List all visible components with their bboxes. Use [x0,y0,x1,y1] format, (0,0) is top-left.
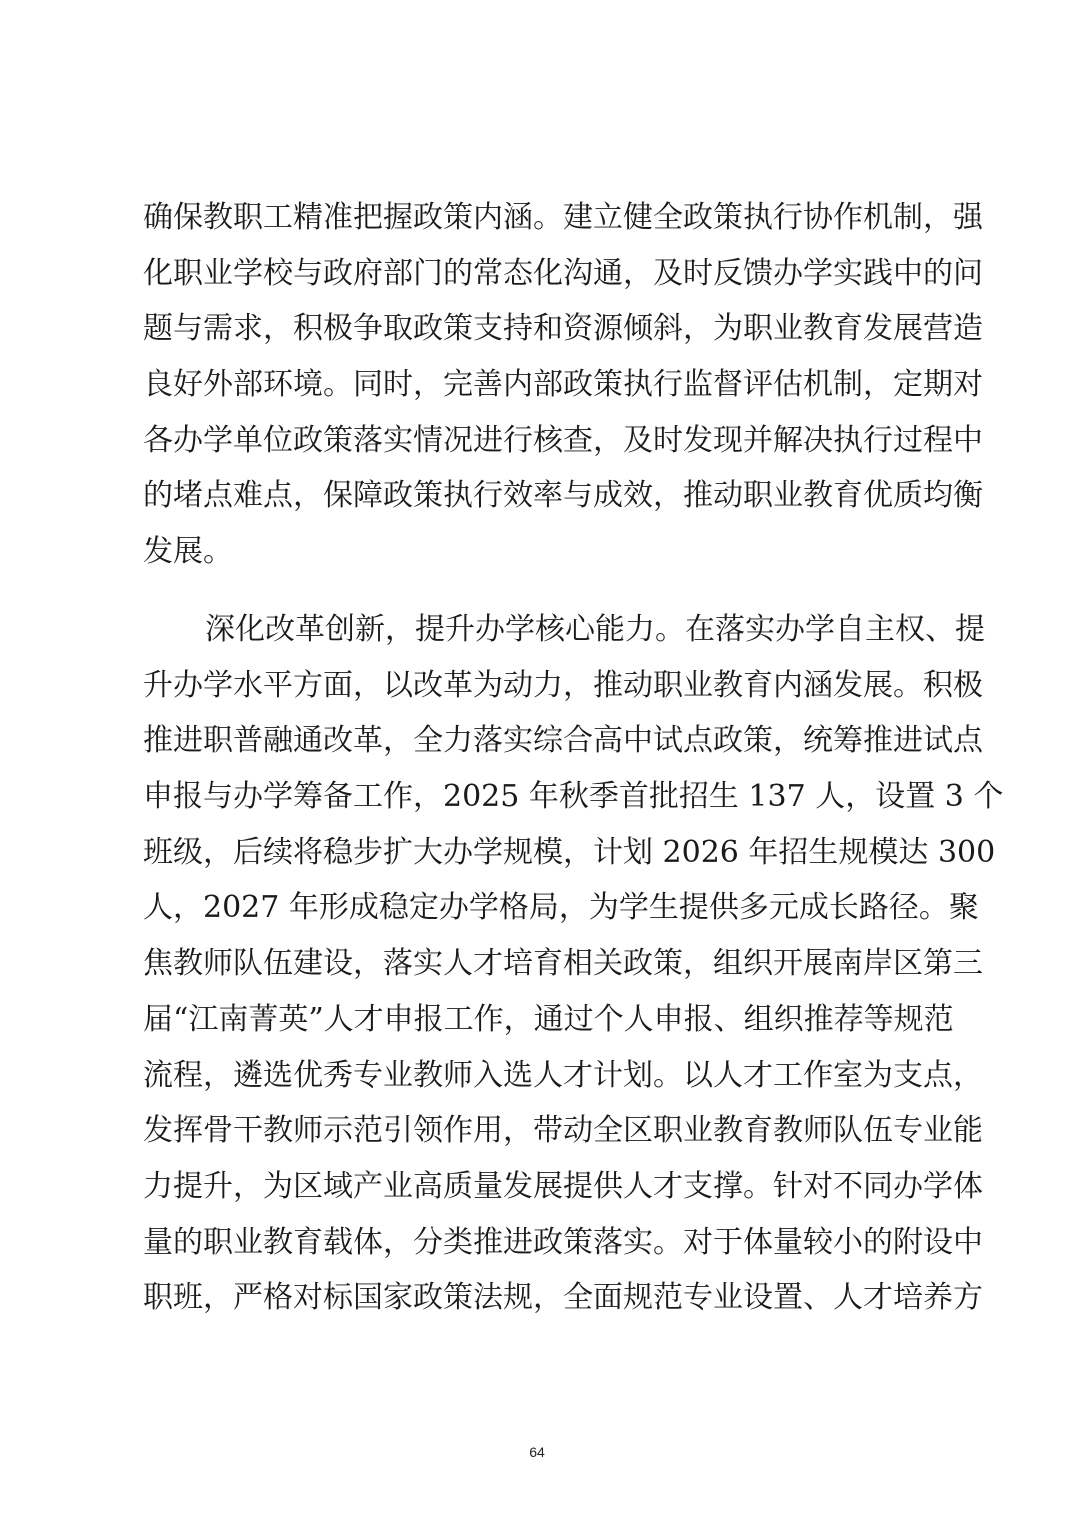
text-line: 焦教师队伍建设，落实人才培育相关政策，组织开展南岸区第三 [143,946,983,982]
text-line: 人，2027 年形成稳定办学格局，为学生提供多元成长路径。聚 [143,890,979,926]
text-line: 推进职普融通改革，全力落实综合高中试点政策，统筹推进试点 [143,723,983,759]
text-line: 确保教职工精准把握政策内涵。建立健全政策执行协作机制，强 [143,200,983,235]
text-line: 申报与办学筹备工作，2025 年秋季首批招生 137 人，设置 3 个 [143,779,1004,815]
text-line: 发展。 [143,534,233,570]
text-line: 升办学水平方面，以改革为动力，推动职业教育内涵发展。积极 [143,667,983,703]
text-line: 届“江南菁英”人才申报工作，通过个人申报、组织推荐等规范 [143,1001,954,1037]
page-number: 64 [529,1444,545,1460]
text-line: 流程，遴选优秀专业教师入选人才计划。以人才工作室为支点， [143,1057,983,1093]
text-line: 各办学单位政策落实情况进行核查，及时发现并解决执行过程中 [143,422,983,458]
text-line: 力提升，为区域产业高质量发展提供人才支撑。针对不同办学体 [143,1168,983,1204]
text-line: 题与需求，积极争取政策支持和资源倾斜，为职业教育发展营造 [143,311,983,347]
text-line: 深化改革创新，提升办学核心能力。在落实办学自主权、提 [205,612,985,647]
paragraph-reform-innovation [143,602,1004,1326]
paragraph-policy-execution [143,190,983,580]
text-line: 化职业学校与政府部门的常态化沟通，及时反馈办学实践中的问 [143,255,983,291]
text-line: 良好外部环境。同时，完善内部政策执行监督评估机制，定期对 [143,367,983,403]
text-line: 量的职业教育载体，分类推进政策落实。对于体量较小的附设中 [143,1224,983,1260]
text-line: 职班，严格对标国家政策法规，全面规范专业设置、人才培养方 [143,1280,983,1316]
text-line: 发挥骨干教师示范引领作用，带动全区职业教育教师队伍专业能 [143,1113,983,1149]
text-line: 班级，后续将稳步扩大办学规模，计划 2026 年招生规模达 300 [143,834,996,870]
text-line: 的堵点难点，保障政策执行效率与成效，推动职业教育优质均衡 [143,478,983,514]
